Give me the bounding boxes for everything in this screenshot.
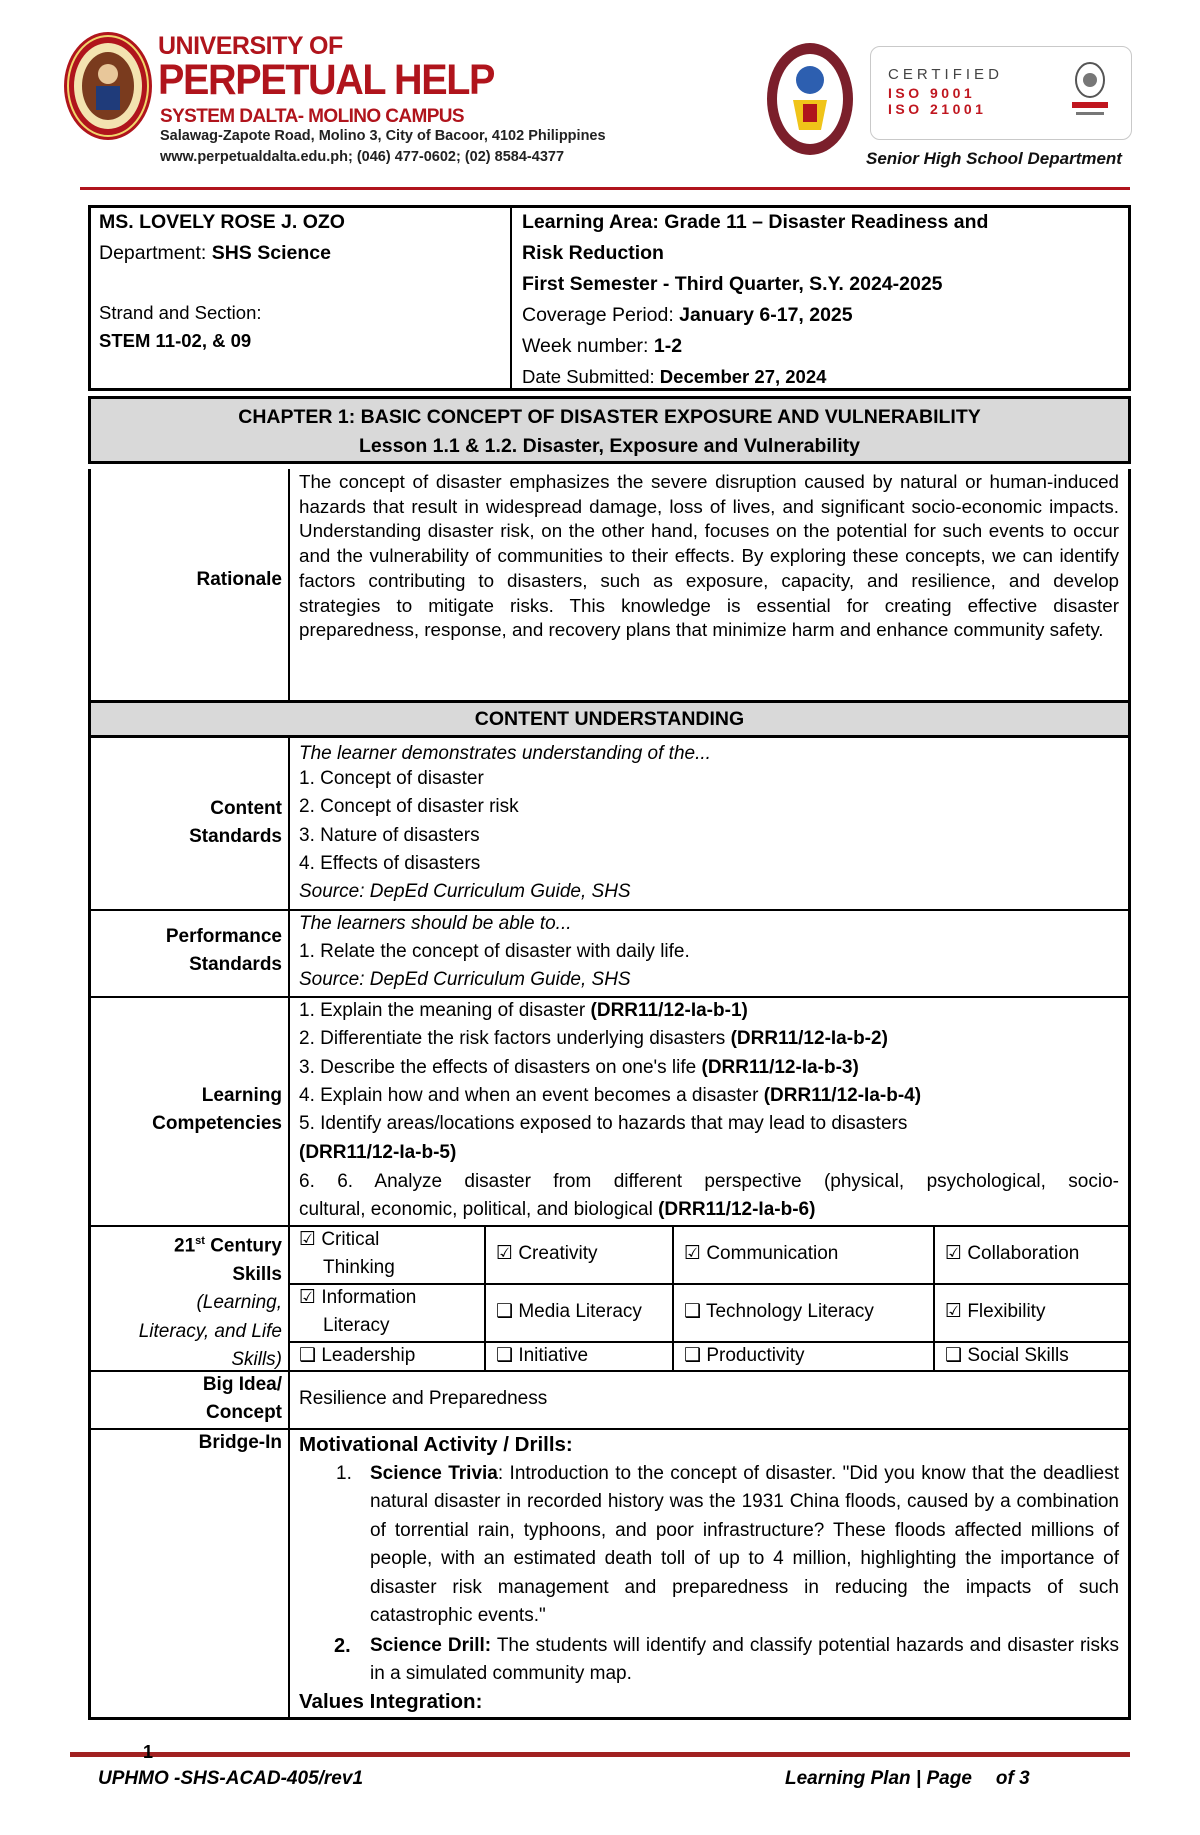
- skill-label: Initiative: [518, 1345, 589, 1366]
- bridge-item-1-number: 1.: [336, 1463, 352, 1484]
- iso-9001-label: ISO 9001: [888, 85, 976, 101]
- skill-label: Productivity: [706, 1345, 805, 1366]
- skills-label-5: Skills): [231, 1349, 282, 1371]
- chapter-title: CHAPTER 1: BASIC CONCEPT OF DISASTER EXPOSURE AND VULNERABILITY: [238, 406, 981, 428]
- learning-competencies-label-1: Learning: [201, 1085, 282, 1106]
- skill-media-literacy: [496, 1298, 642, 1327]
- content-standards-source: Source: DepEd Curriculum Guide, SHS: [299, 881, 631, 902]
- document-code: UPHMO -SHS-ACAD-405/rev1: [98, 1768, 364, 1789]
- skill-label: Collaboration: [967, 1243, 1080, 1264]
- skill-label: Critical: [321, 1229, 380, 1250]
- competency-6-code: (DRR11/12-Ia-b-6): [658, 1199, 816, 1220]
- big-idea-label-2: Concept: [206, 1402, 282, 1423]
- unchecked-box-icon: ❑: [945, 1345, 963, 1366]
- week-label: Week number:: [522, 335, 654, 357]
- competency-4-code: (DRR11/12-Ia-b-4): [763, 1085, 922, 1106]
- competency-3-text: 3. Describe the effects of disasters on one's life: [299, 1057, 702, 1078]
- header-divider: [80, 187, 1130, 190]
- bridge-item-1: [370, 1460, 1119, 1630]
- skills-label-4: Literacy, and Life: [138, 1320, 282, 1342]
- competency-6-line2: [299, 1196, 815, 1225]
- unchecked-box-icon: ❑: [299, 1345, 317, 1366]
- checked-box-icon: ☑: [299, 1287, 317, 1308]
- unchecked-box-icon: ❑: [496, 1301, 514, 1322]
- rationale-label: Rationale: [196, 569, 282, 590]
- skills-label-num: 21: [174, 1235, 196, 1257]
- competency-3-code: (DRR11/12-Ia-b-3): [701, 1057, 859, 1078]
- unchecked-box-icon: ❑: [684, 1301, 702, 1322]
- skill-social-skills: [945, 1342, 1069, 1371]
- competency-4-text: 4. Explain how and when an event becomes a disaster: [299, 1085, 764, 1106]
- campus-name: SYSTEM DALTA- MOLINO CAMPUS: [160, 106, 464, 127]
- row-divider: [88, 909, 1131, 911]
- skill-label: Information: [321, 1287, 417, 1308]
- certified-label: CERTIFIED: [888, 66, 1003, 83]
- checked-box-icon: ☑: [945, 1243, 963, 1264]
- competency-2-text: 2. Differentiate the risk factors underlying disasters: [299, 1028, 731, 1049]
- science-trivia-title: Science Trivia: [370, 1463, 498, 1484]
- lesson-title: Lesson 1.1 & 1.2. Disaster, Exposure and Vulnerability: [358, 435, 861, 457]
- semester: First Semester - Third Quarter, S.Y. 2024-2025: [522, 273, 943, 295]
- competency-6-line1: 6. 6. Analyze disaster from different perspective (physical, psychological, socio-: [299, 1171, 1119, 1192]
- content-understanding-band: CONTENT UNDERSTANDING: [88, 700, 1131, 738]
- strand-label: Strand and Section:: [99, 302, 262, 323]
- skills-label-rest: Century: [204, 1235, 282, 1257]
- content-standards-label-2: Standards: [189, 826, 282, 847]
- total-pages-label: of 3: [995, 1768, 1030, 1789]
- skill-critical-thinking-2: Thinking: [323, 1257, 395, 1278]
- iso-21001-label: ISO 21001: [888, 101, 987, 117]
- performance-standards-label-2: Standards: [189, 954, 282, 975]
- bridge-item-2: [370, 1632, 1119, 1689]
- info-box-divider: [510, 205, 512, 391]
- unchecked-box-icon: ❑: [684, 1345, 702, 1366]
- page-number: 1: [143, 1742, 154, 1762]
- skill-critical-thinking: [299, 1226, 379, 1255]
- skills-label-2: Skills: [232, 1263, 282, 1285]
- date-value: December 27, 2024: [659, 366, 827, 387]
- skill-initiative: [496, 1342, 588, 1371]
- competency-5-code: (DRR11/12-Ia-b-5): [299, 1142, 457, 1163]
- big-idea-value: Resilience and Preparedness: [299, 1388, 548, 1409]
- department-name: Senior High School Department: [866, 149, 1122, 168]
- skill-collaboration: [945, 1240, 1079, 1269]
- checked-box-icon: ☑: [299, 1229, 317, 1250]
- content-standards-label-1: Content: [210, 798, 282, 819]
- content-standards-item-3: 3. Nature of disasters: [299, 825, 480, 846]
- competency-3: [299, 1054, 859, 1083]
- content-standards-item-4: 4. Effects of disasters: [299, 853, 481, 874]
- coverage-value: January 6-17, 2025: [679, 304, 853, 326]
- competency-1: [299, 997, 748, 1026]
- bridge-in-label: Bridge-In: [198, 1432, 282, 1453]
- bridge-item-2-number: 2.: [334, 1635, 351, 1657]
- competency-6-text: cultural, economic, political, and biological: [299, 1199, 659, 1220]
- performance-standards-label: [92, 923, 282, 979]
- skills-label-sup: st: [195, 1235, 205, 1247]
- skills-label: [92, 1227, 282, 1375]
- skill-communication: [684, 1240, 838, 1269]
- department-label: Department:: [99, 242, 212, 264]
- big-idea-label: [92, 1371, 282, 1427]
- skill-information-literacy-2: Literacy: [323, 1315, 390, 1336]
- university-seal-logo: [62, 30, 154, 142]
- table-bottom-border: [88, 1717, 1131, 1720]
- week-number: [522, 331, 682, 362]
- skill-label: Creativity: [518, 1243, 598, 1264]
- performance-standards-item: 1. Relate the concept of disaster with daily life.: [299, 941, 690, 962]
- university-name-line1: UNIVERSITY OF: [158, 32, 343, 60]
- coverage-period: [522, 300, 853, 331]
- week-value: 1-2: [653, 335, 683, 357]
- footer-divider: [70, 1752, 1130, 1757]
- skill-leadership: [299, 1342, 415, 1371]
- label-divider: [288, 738, 290, 1719]
- competency-4: [299, 1082, 921, 1111]
- date-label: Date Submitted:: [522, 366, 660, 387]
- skill-creativity: [496, 1240, 598, 1269]
- motivational-activity-heading: Motivational Activity / Drills:: [299, 1433, 573, 1456]
- science-drill-title: Science Drill:: [370, 1635, 492, 1656]
- department-line: [99, 238, 331, 269]
- learning-area-line2: Risk Reduction: [522, 242, 664, 264]
- content-standards-intro: The learner demonstrates understanding of the...: [299, 743, 711, 764]
- learning-competencies-label: [92, 1082, 282, 1138]
- shs-department-seal-logo: [765, 40, 855, 158]
- learning-area-line1: Learning Area: Grade 11 – Disaster Readiness and: [522, 211, 989, 233]
- skill-label: Communication: [706, 1243, 839, 1264]
- checked-box-icon: ☑: [496, 1243, 514, 1264]
- skill-label: Flexibility: [967, 1301, 1046, 1322]
- coverage-label: Coverage Period:: [522, 304, 680, 326]
- performance-standards-label-1: Performance: [165, 926, 282, 947]
- skill-label: Technology Literacy: [705, 1301, 874, 1322]
- skills-col-divider: [933, 1225, 935, 1370]
- checked-box-icon: ☑: [684, 1243, 702, 1264]
- footer-page-label: [785, 1768, 1030, 1790]
- competency-5-text: 5. Identify areas/locations exposed to hazards that may lead to disasters: [299, 1113, 908, 1134]
- unchecked-box-icon: ❑: [496, 1345, 514, 1366]
- department-value: SHS Science: [211, 242, 331, 264]
- teacher-name: MS. LOVELY ROSE J. OZO: [99, 211, 345, 233]
- bureau-veritas-logo: [1068, 60, 1112, 122]
- university-name-line2: PERPETUAL HELP: [158, 56, 495, 104]
- chapter-band: [88, 396, 1131, 464]
- skills-label-3: (Learning,: [196, 1292, 282, 1314]
- skill-label: Social Skills: [967, 1345, 1069, 1366]
- learning-competencies-label-2: Competencies: [152, 1113, 282, 1134]
- content-standards-item-2: 2. Concept of disaster risk: [299, 796, 519, 817]
- university-address: Salawag-Zapote Road, Molino 3, City of Bacoor, 4102 Philippines: [160, 128, 606, 144]
- content-standards-item-1: 1. Concept of disaster: [299, 768, 484, 789]
- strand-value: STEM 11-02, & 09: [99, 330, 252, 351]
- skill-label: Leadership: [321, 1345, 416, 1366]
- competency-1-text: 1. Explain the meaning of disaster: [299, 1000, 591, 1021]
- performance-standards-source: Source: DepEd Curriculum Guide, SHS: [299, 969, 631, 990]
- rationale-text: The concept of disaster emphasizes the severe disruption caused by natural or human-induced hazards that result in widespread damage, loss of lives, and significant socio-economic impacts. Understanding disaster risk, on the other hand, focuses on the potential for such events to occur and the vulnerability of communities to their effects. By exploring these concepts, we can identify factors contributing to disasters, such as exposure, capacity, and resilience, and develop strategies to mitigate risks. This knowledge is essential for creating effective disaster preparedness, response, and recovery plans that minimize harm and enhance community safety.: [299, 471, 1119, 641]
- performance-standards-intro: The learners should be able to...: [299, 913, 572, 934]
- skill-productivity: [684, 1342, 805, 1371]
- date-submitted: [522, 361, 826, 392]
- competency-2-code: (DRR11/12-Ia-b-2): [730, 1028, 888, 1049]
- skill-technology-literacy: [684, 1298, 874, 1327]
- skills-col-divider: [484, 1225, 486, 1370]
- content-standards-label: [92, 795, 282, 851]
- big-idea-label-1: Big Idea/: [202, 1374, 282, 1395]
- science-drill-text: The students will identify and classify potential hazards and disaster risks in a simulated community map.: [370, 1635, 1119, 1685]
- skill-flexibility: [945, 1298, 1045, 1327]
- values-integration-heading: Values Integration:: [299, 1690, 483, 1713]
- skill-information-literacy: [299, 1284, 416, 1313]
- checked-box-icon: ☑: [945, 1301, 963, 1322]
- rationale-divider: [288, 469, 290, 701]
- science-trivia-text: : Introduction to the concept of disaster. "Did you know that the deadliest natural disaster in recorded history was the 1931 China floods, caused by a combination of torrential rain, typhoons, and poor infrastructure? These floods affected millions of people, with an estimated death toll of up to 4 million, highlighting the importance of disaster risk management and preparedness in reducing the impacts of such catastrophic events.": [370, 1463, 1119, 1627]
- skills-col-divider: [672, 1225, 674, 1370]
- competency-2: [299, 1025, 888, 1054]
- learning-plan-page-label: Learning Plan | Page: [785, 1768, 972, 1789]
- university-contact: www.perpetualdalta.edu.ph; (046) 477-0602; (02) 8584-4377: [160, 149, 565, 165]
- competency-1-code: (DRR11/12-Ia-b-1): [590, 1000, 748, 1021]
- skill-label: Media Literacy: [518, 1301, 642, 1322]
- skills-label-1: [92, 1227, 282, 1261]
